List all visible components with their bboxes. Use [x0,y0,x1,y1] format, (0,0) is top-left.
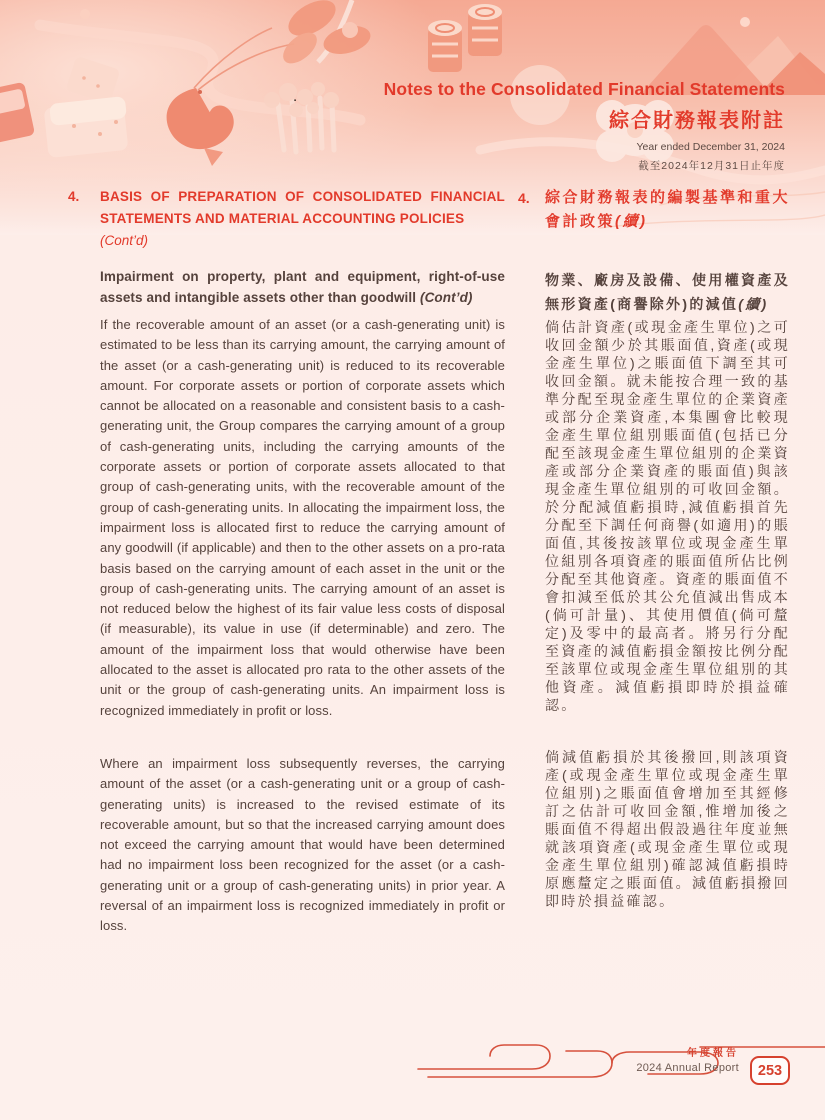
paragraph-zh-1: 倘估計資產(或現金產生單位)之可收回金額少於其賬面值,資產(或現金產生單位)之賬面值下調至其可收回金額。就未能按合理一致的基準分配至現金產生單位的企業資產或部分企業資產,本集團會比較現金產生單位組別賬面值(包括已分配至該現金產生單位組別的企業資產或部分企業資產的賬面值)與該現金產生單位組別的可收回金額。於分配減值虧損時,減值虧損首先分配至下調任何商譽(如適用)的賬面值,其後按該單位或現金產生單位組別各項資產的賬面值所佔比例分配至其他資產。資產的賬面值不會扣減至低於其公允值減出售成本(倘可計量)、其使用價值(倘可釐定)及零中的最高者。將另行分配至資產的減值虧損金額按比例分配至該單位或現金產生單位組別的其他資產。減值虧損即時於損益確認。 [545,319,790,713]
section-contd-zh: (續) [615,213,648,230]
section-heading-zh: 綜合財務報表的編製基準和重大會計政策(續) [545,189,791,230]
paragraph-en-2: Where an impairment loss subsequently reverses, the carrying amount of the asset (or a cash-generating unit or a group of cash-generating units) is increased to the revised estimate of its recoverable amount, but so that the increased carrying amount does not exceed the carrying amount that would have been determined had no impairment loss been recognized for the asset (or a cash-generating unit or a group of cash-generating units) in prior year. A reversal of an impairment loss is recognized immediately in profit or loss. [100,755,505,934]
section-heading-en: BASIS OF PREPARATION OF CONSOLIDATED FINANCIAL STATEMENTS AND MATERIAL ACCOUNTING POLICIES [100,189,505,226]
section-number-zh: 4. [518,190,530,206]
section-number-en: 4. [68,189,80,204]
subsection-heading-en: Impairment on property, plant and equipment, right-of-use assets and intangible assets other than goodwill (Cont’d) [100,269,505,305]
paragraph-en-1: If the recoverable amount of an asset (or a cash-generating unit) is estimated to be less than its carrying amount, the carrying amount of the asset (or a cash-generating unit) is reduced to its recoverable amount. For corporate assets or portion of corporate assets which cannot be allocated on a reasonable and consistent basis to a cash-generating unit, the Group compares the carrying amount of a group of cash-generating units, including the carrying amounts of the corporate assets or portion of corporate assets allocated to that group of cash-generating units, with the recoverable amount of the group of cash-generating units. In allocating the impairment loss, the impairment loss is allocated first to reduce the carrying amount of any goodwill (if applicable) and then to the other assets on a pro-rata basis based on the carrying amount of each asset in the unit or the group of cash-generating units. The carrying amount of an asset is not reduced below the highest of its fair value less costs of disposal (if measurable), its value in use (if determinable) and zero. The amount of the impairment loss that would otherwise have been allocated to the asset is allocated pro rata to the other assets of the unit or the group of cash-generating units. An impairment loss is recognized immediately in profit or loss. [100,317,505,718]
footer-report-label [636,1049,739,1074]
page-title-en: Notes to the Consolidated Financial Statements [383,79,785,99]
page-header [384,79,785,173]
subsection-contd-en: (Cont’d) [419,290,473,305]
section-contd-en: (Cont’d) [100,233,149,248]
subsection-contd-zh: (續) [738,296,769,312]
period-zh: 截至2024年12月31日止年度 [638,160,785,172]
page-number-badge: 253 [750,1056,790,1085]
stray-period-mark: . [293,88,298,105]
annual-report-en: 2024 Annual Report [636,1062,739,1074]
annual-report-zh: 年度報告 [687,1048,739,1059]
english-column [68,186,505,937]
subsection-heading-zh: 物業、廠房及設備、使用權資產及無形資產(商譽除外)的減值(續) [545,272,790,312]
paragraph-zh-2: 倘減值虧損於其後撥回,則該項資產(或現金產生單位或現金產生單位組別)之賬面值會增加至其經修訂之估計可收回金額,惟增加後之賬面值不得超出假設過往年度並無就該項資產(或現金產生單位或現金產生單位組別)確認減值虧損時原應釐定之賬面值。減值虧損撥回即時於損益確認。 [545,749,790,909]
period-en: Year ended December 31, 2024 [636,141,785,153]
chinese-column [518,186,790,910]
page-title-zh: 綜合財務報表附註 [609,110,785,132]
